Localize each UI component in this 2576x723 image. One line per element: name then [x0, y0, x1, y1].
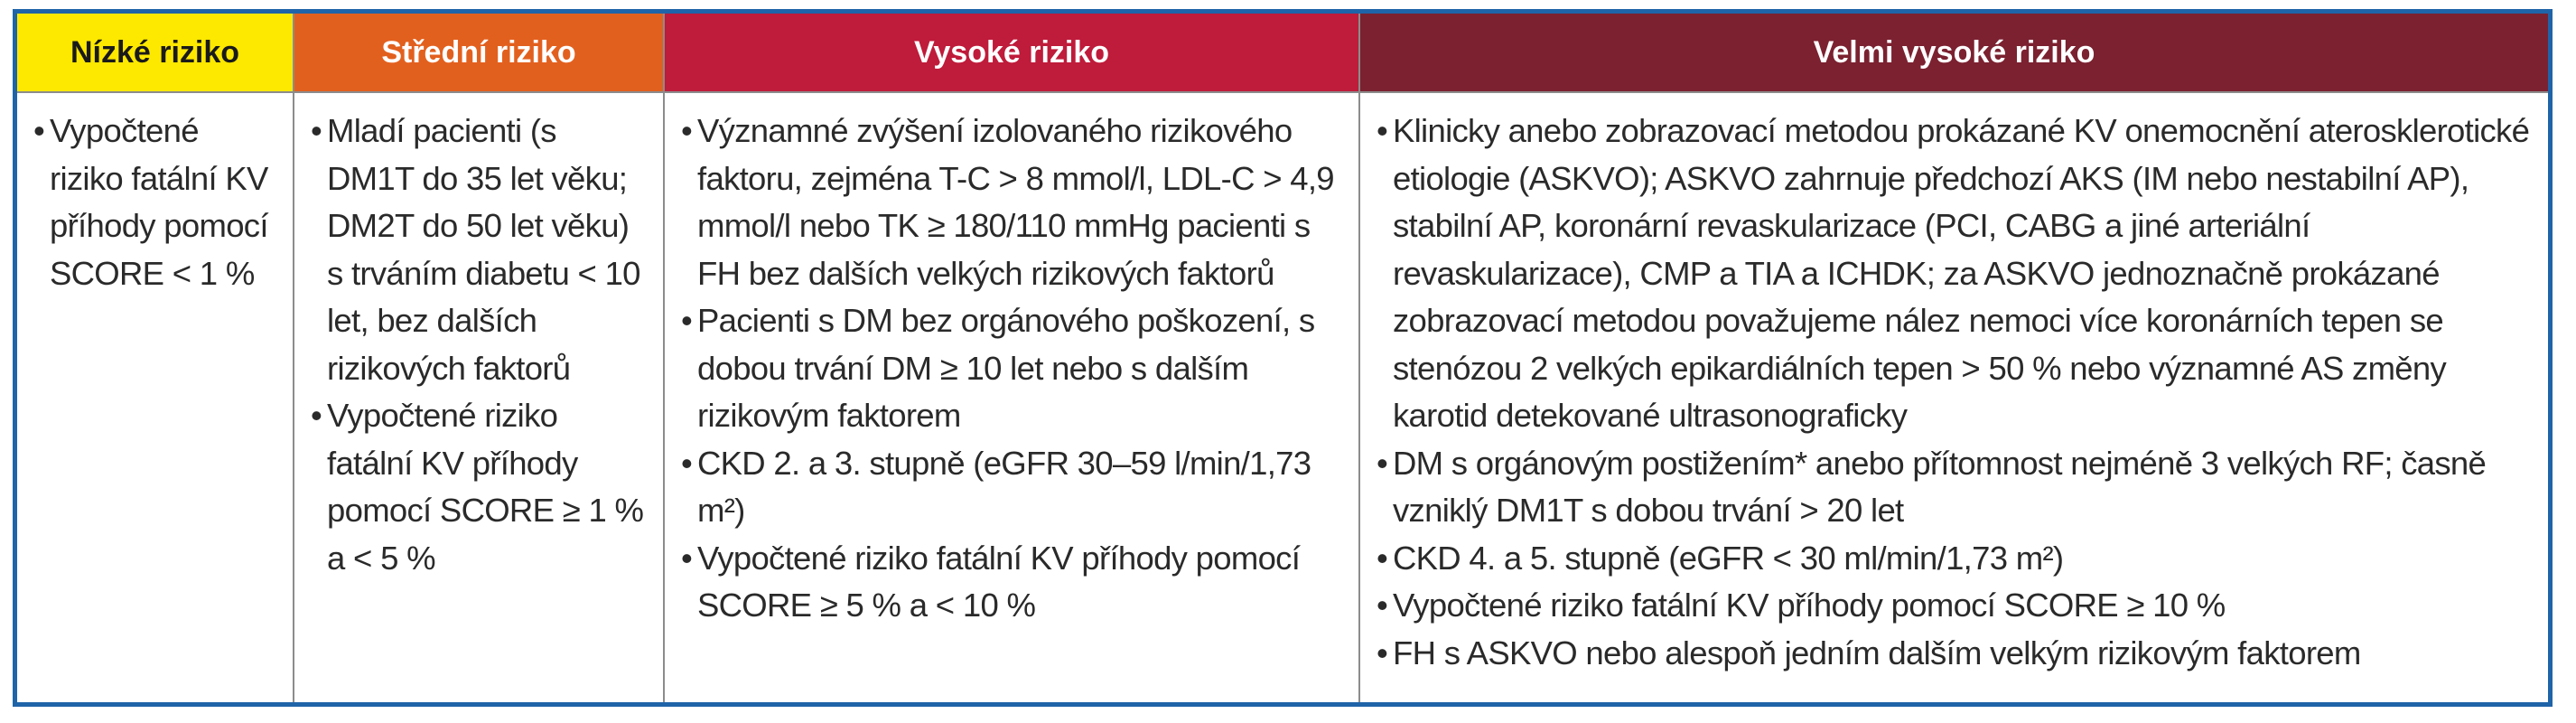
header-very-high-risk: Velmi vysoké riziko — [1359, 14, 2548, 92]
bullet-icon: • — [681, 112, 693, 149]
risk-category-table — [17, 14, 2548, 702]
medium-risk-cell — [294, 92, 664, 702]
bullet-icon: • — [1377, 634, 1388, 671]
bullet-icon: • — [1377, 539, 1388, 577]
risk-criterion-text: CKD 4. a 5. stupně (eGFR < 30 ml/min/1,73 m²) — [1393, 539, 2064, 577]
bullet-icon: • — [681, 539, 693, 577]
risk-criterion-item — [681, 535, 1346, 630]
medium-risk-list — [311, 108, 650, 582]
risk-criterion-item — [1377, 108, 2535, 440]
high-risk-list — [681, 108, 1346, 630]
risk-criterion-item — [33, 108, 280, 297]
risk-criterion-item — [681, 440, 1346, 535]
risk-criterion-text: Vypočtené riziko fatální KV příhody pomocí SCORE ≥ 5 % a < 10 % — [697, 539, 1301, 624]
very-high-risk-cell — [1359, 92, 2548, 702]
bullet-icon: • — [1377, 112, 1388, 149]
bullet-icon: • — [311, 397, 322, 434]
bullet-icon: • — [1377, 444, 1388, 482]
bullet-icon: • — [311, 112, 322, 149]
risk-criterion-item — [311, 392, 650, 582]
bullet-icon: • — [681, 444, 693, 482]
risk-criterion-item — [1377, 535, 2535, 583]
risk-criterion-item — [311, 108, 650, 392]
risk-criterion-text: Vypočtené riziko fatální KV příhody pomocí SCORE ≥ 10 % — [1393, 587, 2226, 624]
low-risk-list — [33, 108, 280, 297]
header-medium-risk: Střední riziko — [294, 14, 664, 92]
risk-criterion-text: Vypočtené riziko fatální KV příhody pomocí SCORE ≥ 1 % a < 5 % — [327, 397, 644, 577]
risk-criterion-text: Vypočtené riziko fatální KV příhody pomocí SCORE < 1 % — [50, 112, 268, 292]
risk-criterion-text: Klinicky anebo zobrazovací metodou prokázané KV onemocnění aterosklerotické etiologie (ASKVO); ASKVO zahrnuje předchozí AKS (IM nebo nestabilní AP), stabilní AP, koronární revaskularizace (PCI, CABG a jiné arteriální revaskularizace), CMP a TIA a ICHDK; za ASKVO jednoznačně prokázané zobrazovací metodou považujeme nález nemoci více koronárních tepen se stenózou 2 velkých epikardiálních tepen > 50 % nebo významné AS změny karotid detekované ultrasonograficky — [1393, 112, 2530, 434]
bullet-icon: • — [1377, 587, 1388, 624]
risk-criterion-text: Významné zvýšení izolovaného rizikového faktoru, zejména T-C > 8 mmol/l, LDL-C > 4,9 mmol/l nebo TK ≥ 180/110 mmHg pacienti s FH bez dalších velkých rizikových faktorů — [697, 112, 1334, 292]
header-high-risk: Vysoké riziko — [664, 14, 1359, 92]
body-row — [17, 92, 2548, 702]
risk-criterion-text: Pacienti s DM bez orgánového poškození, s dobou trvání DM ≥ 10 let nebo s dalším rizikovým faktorem — [697, 302, 1315, 434]
bullet-icon: • — [33, 112, 45, 149]
risk-criterion-item — [681, 297, 1346, 440]
risk-criterion-text: Mladí pacienti (s DM1T do 35 let věku; DM2T do 50 let věku) s trváním diabetu < 10 let, bez dalších rizikových faktorů — [327, 112, 640, 387]
risk-table-frame — [13, 9, 2553, 707]
low-risk-cell — [17, 92, 294, 702]
risk-criterion-text: DM s orgánovým postižením* anebo přítomnost nejméně 3 velkých RF; časně vzniklý DM1T s dobou trvání > 20 let — [1393, 444, 2487, 529]
risk-criterion-item — [1377, 440, 2535, 535]
header-low-risk: Nízké riziko — [17, 14, 294, 92]
risk-criterion-item — [1377, 630, 2535, 678]
risk-criterion-text: FH s ASKVO nebo alespoň jedním dalším velkým rizikovým faktorem — [1393, 634, 2361, 671]
high-risk-cell — [664, 92, 1359, 702]
bullet-icon: • — [681, 302, 693, 339]
very-high-risk-list — [1377, 108, 2535, 677]
header-row — [17, 14, 2548, 92]
risk-criterion-item — [1377, 582, 2535, 630]
risk-criterion-text: CKD 2. a 3. stupně (eGFR 30–59 l/min/1,73 m²) — [697, 444, 1311, 529]
risk-criterion-item — [681, 108, 1346, 297]
